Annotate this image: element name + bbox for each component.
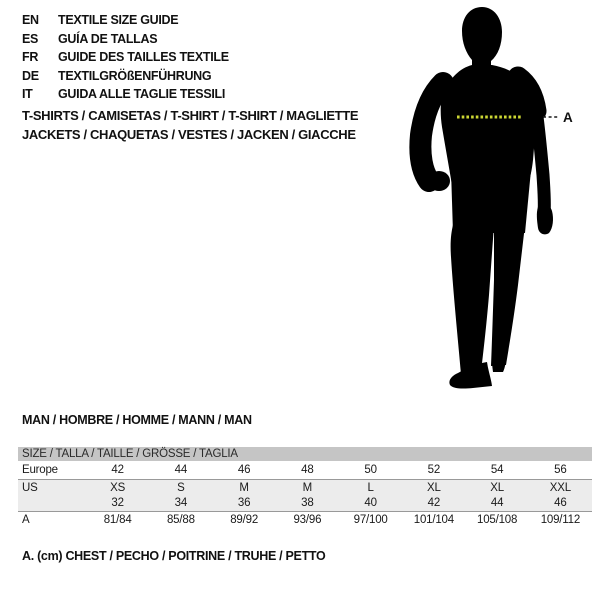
silhouette-hips <box>451 170 531 233</box>
silhouette-right-forearm <box>536 109 544 213</box>
size-table-row <box>18 479 592 495</box>
size-row-label: A <box>22 514 30 526</box>
size-table-row <box>18 495 592 511</box>
size-cell: 42 <box>111 464 124 476</box>
size-cell: 44 <box>174 464 188 476</box>
size-table-header: SIZE / TALLA / TAILLE / GRÖSSE / TAGLIA <box>18 447 592 461</box>
size-table-row <box>18 511 592 528</box>
size-cell: 52 <box>427 464 441 476</box>
silhouette-head <box>462 7 502 68</box>
size-table <box>18 447 592 528</box>
category-line: T-SHIRTS / CAMISETAS / T-SHIRT / T-SHIRT / MAGLIETTE <box>22 108 359 123</box>
language-row <box>22 30 229 49</box>
language-code: FR <box>22 50 39 65</box>
size-cell: 56 <box>554 464 567 476</box>
size-cell: L <box>367 481 374 494</box>
size-cell: 42 <box>427 497 441 509</box>
language-row <box>22 11 229 30</box>
size-table-rows <box>18 461 592 528</box>
language-code: EN <box>22 13 39 27</box>
silhouette-left-hand <box>428 171 450 191</box>
silhouette-left-leg <box>451 225 494 374</box>
size-cell: 97/100 <box>353 514 388 526</box>
language-code: ES <box>22 31 39 46</box>
size-cell: 36 <box>237 497 251 509</box>
size-cell: XL <box>490 481 504 494</box>
language-label: GUIDE DES TAILLES TEXTILE <box>58 50 229 65</box>
size-cell: 93/96 <box>293 514 322 526</box>
size-cell: 46 <box>554 497 567 509</box>
size-cell: 81/84 <box>103 514 132 526</box>
size-cell: 34 <box>174 497 188 509</box>
language-label: TEXTILE SIZE GUIDE <box>58 13 179 27</box>
language-label: GUIDA ALLE TAGLIE TESSILI <box>58 87 226 102</box>
size-cell: 48 <box>301 464 314 476</box>
measure-label-a: A <box>563 110 573 125</box>
size-cell: 109/112 <box>540 514 581 526</box>
language-label: TEXTILGRÖßENFÜHRUNG <box>58 68 212 83</box>
size-cell: 105/108 <box>477 514 518 526</box>
size-row-label: Europe <box>22 464 58 476</box>
size-cell: 85/88 <box>166 514 195 526</box>
category-line: JACKETS / CHAQUETAS / VESTES / JACKEN / GIACCHE <box>22 127 356 142</box>
size-cell: 50 <box>364 464 377 476</box>
language-code: IT <box>22 87 33 102</box>
category-list <box>22 106 358 144</box>
size-cell: 101/104 <box>413 514 454 526</box>
language-label: GUÍA DE TALLAS <box>58 31 158 46</box>
size-cell: S <box>177 481 185 494</box>
size-cell: 46 <box>237 464 251 476</box>
language-code: DE <box>22 68 39 83</box>
man-silhouette <box>405 5 600 390</box>
size-cell: XS <box>110 481 126 494</box>
language-row <box>22 48 229 67</box>
size-cell: XL <box>427 481 441 494</box>
size-cell: 32 <box>111 497 124 509</box>
size-cell: XXL <box>549 481 571 494</box>
language-row <box>22 67 229 86</box>
measure-footnote: A. (cm) CHEST / PECHO / POITRINE / TRUHE / PETTO <box>22 549 326 563</box>
size-cell: 54 <box>490 464 504 476</box>
silhouette-right-hand <box>537 205 553 235</box>
size-cell: 89/92 <box>230 514 259 526</box>
size-cell: M <box>239 481 249 494</box>
size-table-row <box>18 461 592 479</box>
size-cell: 44 <box>490 497 504 509</box>
size-cell: 40 <box>364 497 377 509</box>
size-row-label: US <box>22 481 38 494</box>
silhouette-left-arm <box>420 83 443 181</box>
silhouette-shape <box>420 7 553 389</box>
silhouette-right-foot <box>492 355 506 372</box>
language-row <box>22 85 229 104</box>
silhouette-right-leg <box>491 225 525 366</box>
section-title: MAN / HOMBRE / HOMME / MANN / MAN <box>22 413 252 427</box>
language-list <box>22 11 229 104</box>
man-silhouette-figure <box>405 5 600 390</box>
size-cell: 38 <box>301 497 314 509</box>
size-cell: M <box>302 481 313 494</box>
